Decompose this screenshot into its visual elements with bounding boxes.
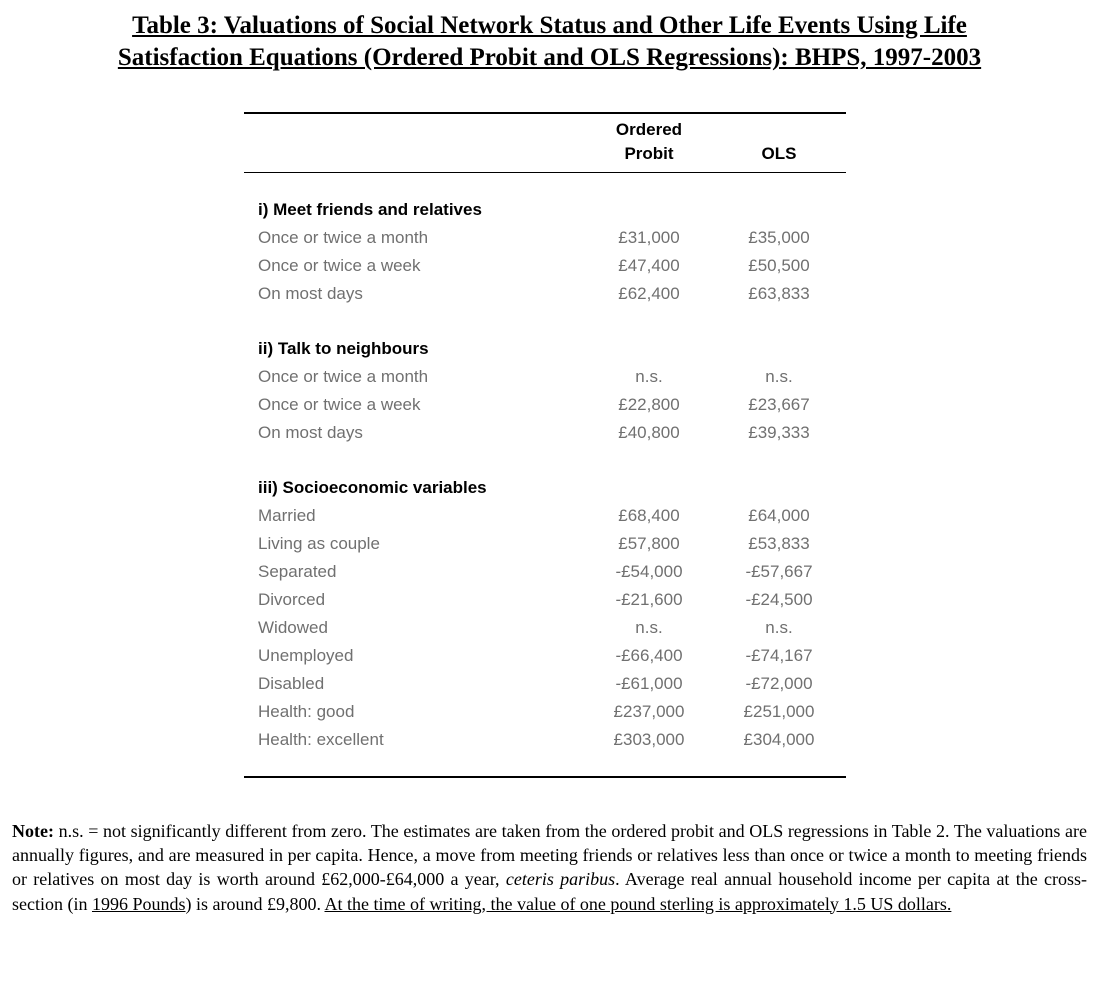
table-row	[244, 502, 846, 530]
table-row	[244, 670, 846, 698]
ols-value: -£72,000	[745, 674, 813, 693]
probit-value: -£54,000	[615, 562, 683, 581]
ols-value: £63,833	[748, 284, 810, 303]
table-row	[244, 586, 846, 614]
table-row	[244, 530, 846, 558]
section-title: iii) Socioeconomic variables	[258, 478, 487, 497]
table-row	[244, 280, 846, 308]
ols-value: £35,000	[748, 228, 810, 247]
probit-value: £57,800	[618, 534, 680, 553]
table-row	[244, 391, 846, 419]
ols-value: £64,000	[748, 506, 810, 525]
table-row	[244, 614, 846, 642]
row-label: Divorced	[258, 590, 326, 609]
probit-value: £47,400	[618, 256, 680, 275]
ols-value: £53,833	[748, 534, 810, 553]
note-label: Note:	[12, 821, 54, 841]
probit-value: n.s.	[635, 367, 663, 386]
row-label: Health: excellent	[258, 730, 384, 749]
table-row	[244, 224, 846, 252]
probit-value: £31,000	[618, 228, 680, 247]
table-row	[244, 363, 846, 391]
table-row	[244, 726, 846, 754]
note-text-2: . Average real annual household income per capita at the cross-section (in	[12, 869, 1087, 914]
section-heading-row	[244, 196, 846, 224]
note-pounds-year: 1996 Pounds	[91, 893, 186, 914]
note-text-1: n.s. = not significantly different from zero. The estimates are taken from the ordered probit and OLS regressions in Table 2. The valuations are annually figures, and are measured in per capita. Hence, a move from meeting friends or relatives less than once or twice a month to meeting friends or relatives on most day is worth around £62,000-£64,000 a year,	[12, 821, 1087, 890]
section-heading-row	[244, 474, 846, 502]
row-label: Once or twice a week	[258, 256, 421, 275]
row-label: Health: good	[258, 702, 355, 721]
ols-value: -£74,167	[745, 646, 813, 665]
table-title-line-1: Table 3: Valuations of Social Network Status and Other Life Events Using Life	[132, 12, 967, 39]
probit-value: £22,800	[618, 395, 680, 414]
probit-value: £40,800	[618, 423, 680, 442]
table-row	[244, 419, 846, 447]
row-label: Once or twice a month	[258, 228, 429, 247]
section-heading-row	[244, 335, 846, 363]
row-label: Once or twice a week	[258, 395, 421, 414]
row-label: Once or twice a month	[258, 367, 429, 386]
table-title-line-2: Satisfaction Equations (Ordered Probit and OLS Regressions): BHPS, 1997-2003	[117, 44, 982, 71]
table-top-rule	[244, 112, 846, 114]
ols-value: -£57,667	[745, 562, 813, 581]
row-label: Living as couple	[258, 534, 380, 553]
header-ols: OLS	[761, 144, 797, 163]
note-exchange-rate: At the time of writing, the value of one pound sterling is approximately 1.5 US dollars.	[324, 893, 952, 914]
note-text-3: ) is around £9,800.	[185, 893, 325, 914]
row-label: On most days	[258, 284, 363, 303]
table-body	[244, 176, 846, 754]
row-label: Widowed	[258, 618, 328, 637]
table-row	[244, 252, 846, 280]
section-title: ii) Talk to neighbours	[258, 339, 429, 358]
probit-value: £237,000	[613, 702, 685, 721]
note-ceteris-paribus: ceteris paribus	[505, 869, 616, 890]
probit-value: -£61,000	[615, 674, 683, 693]
table-header	[244, 118, 846, 170]
table-row	[244, 698, 846, 726]
ols-value: £39,333	[748, 423, 810, 442]
ols-value: £50,500	[748, 256, 810, 275]
valuation-table	[244, 112, 846, 778]
section-title: i) Meet friends and relatives	[258, 200, 482, 219]
header-rule	[244, 172, 846, 173]
section-gap	[244, 447, 846, 474]
row-label: Separated	[258, 562, 337, 581]
probit-value: £303,000	[613, 730, 685, 749]
probit-value: -£66,400	[615, 646, 683, 665]
header-ordered: Ordered	[615, 120, 683, 139]
table-note	[12, 819, 1087, 916]
table-row	[244, 642, 846, 670]
table-bottom-rule	[244, 776, 846, 778]
header-underline-group	[244, 170, 846, 176]
ols-value: £23,667	[748, 395, 810, 414]
row-label: Disabled	[258, 674, 325, 693]
row-label: On most days	[258, 423, 363, 442]
probit-value: £68,400	[618, 506, 680, 525]
ols-value: n.s.	[765, 367, 793, 386]
ols-value: £251,000	[743, 702, 815, 721]
section-gap	[244, 308, 846, 335]
probit-value: £62,400	[618, 284, 680, 303]
table-title	[0, 10, 1099, 74]
probit-value: n.s.	[635, 618, 663, 637]
probit-value: -£21,600	[615, 590, 683, 609]
ols-value: n.s.	[765, 618, 793, 637]
header-probit: Probit	[624, 144, 674, 163]
row-label: Married	[258, 506, 316, 525]
ols-value: -£24,500	[745, 590, 813, 609]
table-row	[244, 558, 846, 586]
ols-value: £304,000	[743, 730, 815, 749]
row-label: Unemployed	[258, 646, 354, 665]
